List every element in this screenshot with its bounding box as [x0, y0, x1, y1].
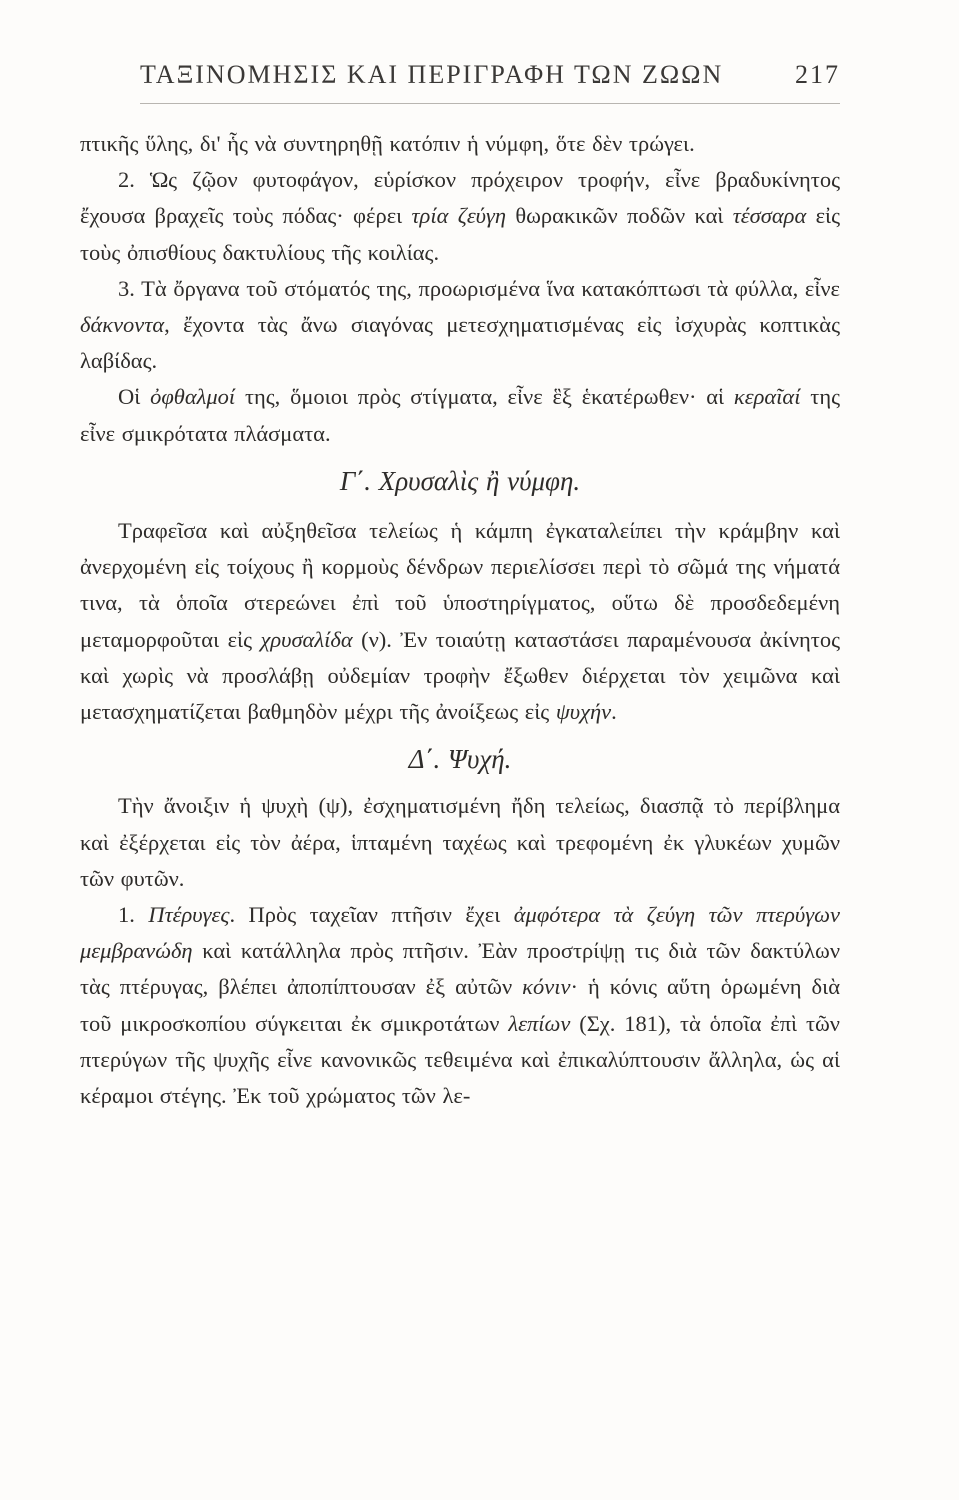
text-run: της, ὅμοιοι πρὸς στίγματα, εἶνε ἓξ ἑκατέρωθεν· αἱ: [235, 384, 734, 410]
text-run: 2. Ὡς ζῷον φυτοφάγον, εὑρίσκον πρόχειρον τροφήν, εἶνε βραδυκίνητος ἔχουσα βραχεῖς τοὺς πόδας· φέρει: [80, 167, 840, 229]
emphasis: κόνιν: [522, 974, 571, 1000]
paragraph-chrysalis: [80, 513, 840, 730]
paragraph-point-2: [80, 162, 840, 271]
emphasis: κεραῖαί: [733, 384, 801, 410]
text-run: εἰς τοὺς ὀπισθίους δακτυλίους τῆς κοιλίας.: [80, 203, 840, 265]
emphasis: δάκνοντα: [80, 312, 165, 338]
page-number: 217: [795, 60, 840, 89]
section-heading-chrysalis: Γ΄. Χρυσαλὶς ἢ νύμφη.: [339, 465, 581, 496]
emphasis: χρυσαλίδα: [260, 626, 353, 652]
running-head: [140, 60, 840, 90]
text-run: .: [611, 699, 617, 725]
text-run: 3. Τὰ ὄργανα τοῦ στόματός της, προωρισμένα ἵνα κατακόπτωσι τὰ φύλλα, εἶνε: [118, 275, 840, 301]
emphasis: τέσσαρα: [732, 203, 807, 229]
paragraph-point-3: [80, 271, 840, 380]
paragraph-wings: [80, 897, 840, 1114]
text-run: Οἱ: [118, 384, 151, 410]
paragraph-continuation: πτικῆς ὕλης, δι' ἧς νὰ συντηρηθῇ κατόπιν ἡ νύμφη, ὅτε δὲν τρώγει.: [80, 131, 695, 156]
header-rule: [140, 103, 840, 104]
text-run: Τραφεῖσα καὶ αὐξηθεῖσα τελείως ἡ κάμπη ἐγκαταλείπει τὴν κράμβην καὶ ἀνερχομένη εἰς τοίχους ἢ κορμοὺς δένδρων περιελίσσει περὶ τὸ σῶμά της νήματά τινα, τὰ ὁποῖα στερεώνει ἐπὶ τοῦ ὑποστηρίγματος, οὕτω δὲ προσδεδεμένη μεταμορφοῦται εἰς: [80, 518, 840, 652]
text-run: (Σχ. 181), τὰ ὁποῖα ἐπὶ τῶν πτερύγων τῆς ψυχῆς εἶνε κανονικῶς τεθειμένα καὶ ἐπικαλύπτουσιν ἄλληλα, ὡς αἱ κέραμοι στέγης. Ἐκ τοῦ χρώματος τῶν λε-: [80, 1010, 840, 1109]
emphasis: ψυχήν: [555, 699, 612, 725]
text-run: , ἔχοντα τὰς ἄνω σιαγόνας μετεσχηματισμένας εἰς ἰσχυρὰς κοπτικὰς λαβίδας.: [80, 312, 840, 374]
text-run: · ἡ κόνις αὕτη ὁρωμένη διὰ τοῦ μικροσκοπίου σύγκειται ἐκ σμικροτάτων: [80, 974, 840, 1036]
paragraph-butterfly: Τὴν ἄνοιξιν ἡ ψυχὴ (ψ), ἐσχηματισμένη ἤδη τελείως, διασπᾷ τὸ περίβλημα καὶ ἐξέρχεται εἰς τὸν ἀέρα, ἱπταμένη ταχέως καὶ τρεφομένη ἐκ γλυκέων χυμῶν τῶν φυτῶν.: [80, 793, 840, 891]
emphasis: Πτέρυγες: [148, 902, 230, 928]
emphasis: λεπίων: [508, 1010, 571, 1036]
emphasis: ὀφθαλμοί: [150, 384, 236, 410]
text-run: θωρακικῶν ποδῶν καὶ: [506, 203, 733, 229]
text-run: καὶ κατάλληλα πρὸς πτῆσιν. Ἐὰν προστρίψῃ τις διὰ τῶν δακτύλων τὰς πτέρυγας, βλέπει ἀποπίπτουσαν ἐξ αὐτῶν: [80, 938, 840, 1000]
text-run: 1.: [118, 902, 149, 928]
text-run: . Πρὸς ταχεῖαν πτῆσιν ἔχει: [229, 902, 514, 928]
emphasis: ἀμφότερα τὰ ζεύγη τῶν πτερύγων μεμβρανώδη: [80, 902, 840, 964]
text-run: (ν). Ἐν τοιαύτῃ καταστάσει παραμένουσα ἀκίνητος καὶ χωρὶς νὰ προσλάβῃ οὐδεμίαν τροφὴν ἔξωθεν διέρχεται τὸν χειμῶνα καὶ μετασχηματίζεται βαθμηδὸν μέχρι τῆς ἀνοίξεως εἰς: [80, 626, 840, 725]
text-run: της εἶνε σμικρότατα πλάσματα.: [80, 384, 840, 446]
running-title: ΤΑΞΙΝΟΜΗΣΙΣ ΚΑΙ ΠΕΡΙΓΡΑΦΗ ΤΩΝ ΖΩΩΝ: [140, 60, 724, 89]
section-heading-butterfly: Δ΄. Ψυχή.: [408, 744, 512, 775]
body-text: [80, 126, 840, 1114]
emphasis: τρία ζεύγη: [411, 203, 507, 229]
paragraph-eyes: [80, 379, 840, 451]
